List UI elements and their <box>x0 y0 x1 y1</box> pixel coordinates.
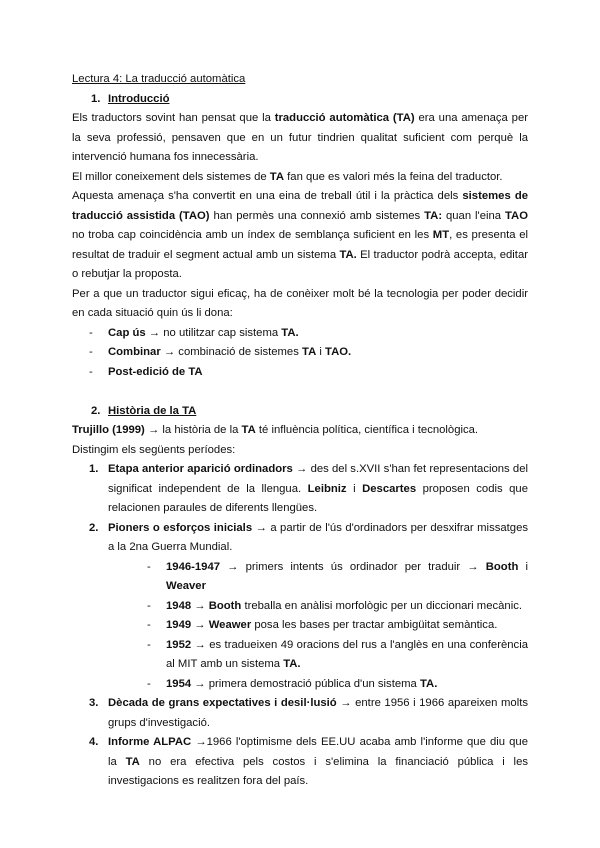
text-run: i <box>346 482 363 495</box>
text-run: posa les bases per tractar ambigüitat semàntica. <box>251 619 498 631</box>
bold-term: Weaver <box>166 580 206 592</box>
bold-term: TAO. <box>325 346 352 358</box>
section-heading-introduccio <box>91 90 528 110</box>
list-item <box>72 733 528 792</box>
bold-term: Cap ús <box>108 326 146 339</box>
bold-term: Combinar <box>108 346 161 358</box>
text-run: → la història de la <box>144 424 242 436</box>
text-run: té influència política, científica i tecnològica. <box>255 424 479 436</box>
text-run: → <box>191 619 209 631</box>
list-item <box>72 460 528 519</box>
text-run: Distingim els següents períodes: <box>72 443 236 456</box>
text-run: han permès una connexió amb sistemes <box>209 209 425 222</box>
section-number: 2. <box>91 404 101 417</box>
sublist-item <box>130 675 528 695</box>
bold-term: TAO <box>504 209 528 222</box>
bold-term: 1946-1947 <box>166 560 221 573</box>
section-heading-historia <box>91 402 528 422</box>
paragraph <box>72 187 528 285</box>
text-run: →1966 l'optimisme dels EE.UU acaba amb l'informe que diu que la <box>108 736 529 768</box>
text-run: i <box>316 346 326 358</box>
bold-term: MT <box>432 229 450 241</box>
text-run: El traductor podrà accepta, editar o rebutjar la proposta. <box>72 248 528 280</box>
text-run: El millor coneixement dels sistemes de <box>72 170 270 183</box>
list-item <box>72 343 528 363</box>
text-run: → combinació de sistemes <box>160 346 303 358</box>
bold-term: Leibniz <box>307 482 347 495</box>
text-run: → entre 1956 i 1966 apareixen molts grups d'investigació. <box>108 697 528 729</box>
list-item <box>72 519 528 695</box>
text-run: treballa en anàlisi morfològic per un diccionari mecànic. <box>241 599 523 612</box>
text-run: Els traductors sovint han pensat que la <box>72 112 275 124</box>
bold-term: TA <box>125 755 140 768</box>
bold-term: Pioners o esforços inicials <box>108 521 253 534</box>
text-run: → primers intents ús ordinador per traduir → <box>220 560 486 573</box>
sublist-item <box>130 558 528 597</box>
sublist-item <box>130 636 528 675</box>
list-number: 4. <box>89 736 99 748</box>
text-run: → a partir de l'ús d'ordinadors per desxifrar missatges a la 2na Guerra Mundial. <box>108 521 529 553</box>
bold-term: TA. <box>419 677 438 690</box>
text-run: Aquesta amenaça s'ha convertit en una eina de treball útil i la pràctica dels <box>72 190 463 202</box>
text-run: i <box>518 560 528 573</box>
paragraph <box>72 285 528 324</box>
paragraph <box>72 168 528 188</box>
spacer <box>72 382 528 402</box>
timeline-sublist <box>108 558 528 695</box>
bold-term: TA. <box>283 658 301 670</box>
text-run: proposen codis que relacionen paraules de diferents llengües. <box>108 482 528 514</box>
text-run: , es presenta el resultat de traduir el segment actual amb un sistema <box>72 229 529 261</box>
text-run: no troba cap coincidència amb un índex de semblança suficient en les <box>72 229 433 241</box>
document-page <box>72 70 528 792</box>
text-run: → no utilitzar cap sistema <box>145 326 282 339</box>
list-number: 2. <box>89 521 99 534</box>
bold-term: 1954 <box>166 677 192 690</box>
sublist-item <box>130 616 528 636</box>
periods-list <box>72 460 528 792</box>
paragraph <box>72 441 528 461</box>
list-number: 1. <box>89 463 99 475</box>
bold-term: Etapa anterior aparició ordinadors <box>108 463 293 475</box>
bold-term: Trujillo (1999) <box>72 424 145 436</box>
bold-term: Weawer <box>208 619 252 631</box>
text-run: → des del s.XVII s'han fet representacions del significat independent de la llengua. <box>108 463 529 495</box>
text-run: → es tradueixen 49 oracions del rus a l'anglès en una conferència al MIT amb un sistema <box>166 638 528 670</box>
bold-term: Dècada de grans expectatives i desil·lusió <box>108 697 337 709</box>
bold-term: TA <box>269 170 285 183</box>
bold-term: Descartes <box>362 482 417 495</box>
section-title: Introducció <box>108 92 170 105</box>
text-run: fan que es valori més la feina del traductor. <box>284 170 503 183</box>
list-item <box>72 694 528 733</box>
text-run: era una amenaça per la seva professió, pensaven que en un futur tindrien qualitat suficient com perquè la intervenció humana fos innecessària. <box>72 112 528 163</box>
usage-bullet-list <box>72 324 528 383</box>
section-title: Història de la TA <box>108 404 197 417</box>
paragraph <box>72 109 528 168</box>
sublist-item <box>130 597 528 617</box>
bold-term: TA. <box>281 326 299 339</box>
text-run: → primera demostració pública d'un sistema <box>191 677 420 690</box>
bold-term: TA <box>302 346 317 358</box>
text-run: Per a que un traductor sigui eficaç, ha de conèixer molt bé la tecnologia per poder decidir en cada situació quin ús li dona: <box>72 287 528 319</box>
list-item <box>72 324 528 344</box>
bold-term: TA: <box>424 209 443 222</box>
list-item <box>72 363 528 383</box>
list-item-text <box>108 697 528 729</box>
bold-term: TA <box>241 424 256 436</box>
bold-term: Booth <box>485 560 519 573</box>
bold-term: Post-edició de TA <box>108 365 203 378</box>
list-item-text <box>108 463 528 514</box>
bold-term: traducció automàtica (TA) <box>274 112 415 124</box>
bold-term: 1949 <box>166 619 192 631</box>
bold-term: 1948 → Booth <box>166 599 242 612</box>
bold-term: 1952 <box>166 638 192 651</box>
section-number: 1. <box>91 92 101 105</box>
bold-term: Informe ALPAC <box>108 736 192 748</box>
document-title: Lectura 4: La traducció automàtica <box>72 73 246 85</box>
text-run: no era efectiva pels costos i s'elimina la financiació pública i les investigacions es realitzen fora del país. <box>108 755 528 787</box>
text-run: quan l'eina <box>442 209 505 222</box>
list-item-text <box>108 736 528 787</box>
paragraph <box>72 421 528 441</box>
list-item-text <box>108 522 528 554</box>
bold-term: sistemes de traducció assistida (TAO) <box>72 190 529 222</box>
bold-term: TA. <box>339 248 357 261</box>
list-number: 3. <box>89 697 99 709</box>
